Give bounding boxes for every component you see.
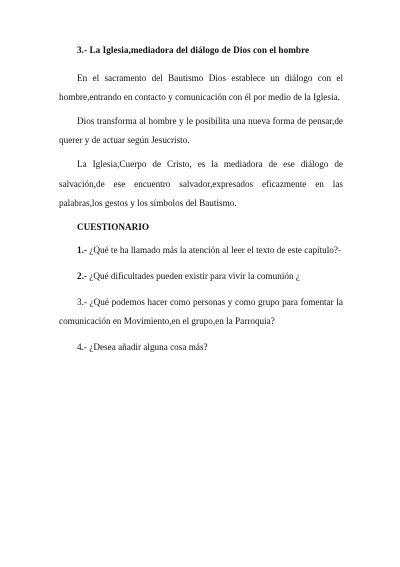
paragraph-baptism-dialogue: En el sacramento del Bautismo Dios establece un diálogo con el hombre,entrando en contacto y comunicación con él por medio de la Iglesia.	[59, 72, 343, 103]
question-number: 1.-	[77, 245, 87, 256]
question-text: ¿Qué te ha llamado más la atención al leer el texto de este capítulo?-	[86, 245, 342, 256]
question-text: ¿Qué dificultades pueden existir para vivir la comunión ¿	[86, 270, 300, 281]
questionnaire-heading: CUESTIONARIO	[77, 221, 149, 232]
paragraph-church-mediator: La Iglesia,Cuerpo de Cristo, es la mediadora de ese diálogo de salvación,de ese encuentro salvador,expresados eficazmente en las palabras,los gestos y los símbolos del Bautismo.	[59, 158, 343, 209]
paragraph-god-transforms: Dios transforma al hombre y le posibilita una nueva forma de pensar,de querer y de actuar según Jesucristo.	[59, 115, 343, 146]
question-number: 3.-	[77, 296, 87, 307]
section-title: 3.- La Iglesia,mediadora del diálogo de Dios con el hombre	[77, 45, 310, 55]
question-4	[59, 338, 343, 358]
question-1	[59, 241, 343, 261]
question-text: ¿Qué podemos hacer como personas y como grupo para fomentar la comunicación en Movimiento,en el grupo,en la Parroquia?	[59, 296, 343, 327]
question-3	[59, 293, 343, 332]
question-number: 4.-	[77, 341, 87, 352]
question-text: ¿Desea añadir alguna cosa más?	[86, 341, 208, 352]
document-content	[59, 41, 343, 363]
question-2	[59, 267, 343, 287]
question-number: 2.-	[77, 270, 87, 281]
